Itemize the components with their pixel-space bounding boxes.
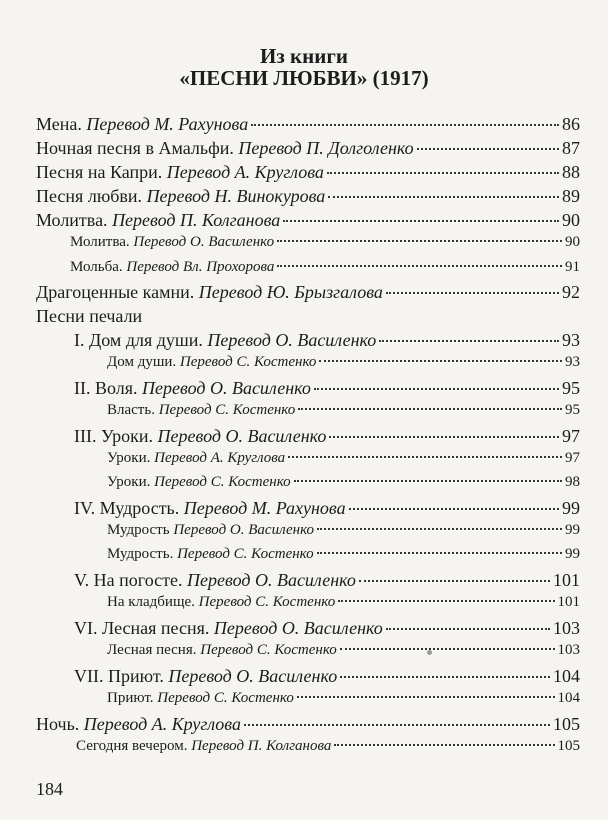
toc-entry-translator: Перевод П. Долголенко: [238, 138, 414, 158]
toc-entry-translator: Перевод О. Василенко: [133, 234, 275, 250]
toc-entry-page: 99: [562, 498, 580, 518]
toc-entry-translator: Перевод П. Колганова: [191, 738, 332, 754]
toc-entry-translator: Перевод Вл. Прохорова: [126, 259, 275, 275]
paper-speck: [427, 650, 432, 655]
toc-entry-translator: Перевод С. Костенко: [158, 402, 296, 418]
dot-leader: [244, 724, 550, 726]
toc-entry-text: [74, 570, 356, 591]
toc-entry-page: 90: [562, 210, 580, 230]
toc-entry-page: 89: [562, 186, 580, 206]
toc-entry-page: 99: [565, 522, 580, 538]
toc-entry-translator: Перевод О. Василенко: [173, 522, 315, 538]
toc-entry-page: 95: [565, 402, 580, 418]
toc-entry-text: [107, 690, 294, 707]
toc-entry: [107, 690, 580, 707]
toc-entry-translator: Перевод Н. Винокурова: [146, 186, 326, 206]
toc-entry: [36, 186, 580, 207]
toc-entry: [36, 138, 580, 159]
toc-entry-page: 86: [562, 114, 580, 134]
dot-leader: [319, 360, 562, 362]
toc-entry-translator: Перевод А. Круглова: [154, 450, 286, 466]
dot-leader: [317, 552, 562, 554]
toc-entry-translator: Перевод С. Костенко: [200, 642, 337, 658]
toc-entry-title: Ночная песня в Амальфи.: [36, 138, 234, 158]
dot-leader: [297, 696, 555, 698]
dot-leader: [277, 265, 562, 267]
dot-leader: [294, 480, 562, 482]
toc-entry-text: [74, 426, 326, 447]
toc-entry: [74, 666, 580, 687]
toc-entry-title: Власть.: [107, 402, 155, 418]
toc-entry-text: [74, 666, 337, 687]
toc-entry-title: I. Дом для души.: [74, 330, 203, 350]
toc-entry-translator: Перевод С. Костенко: [198, 594, 336, 610]
toc-entry-text: [74, 618, 383, 639]
toc-entry-translator: Перевод Ю. Брызгалова: [198, 282, 383, 302]
toc-entry-title: Мудрость.: [107, 546, 174, 562]
toc-entry-translator: Перевод О. Василенко: [168, 666, 338, 686]
toc-entry-page: 98: [565, 474, 580, 490]
toc-entry-translator: Перевод О. Василенко: [142, 378, 311, 398]
toc-entry-translator: Перевод М. Рахунова: [183, 498, 346, 518]
toc-entry-translator: Перевод П. Колганова: [112, 210, 281, 230]
toc-entry-title: Мольба.: [70, 259, 123, 275]
toc-entry: [74, 570, 580, 591]
toc-entry-page: 104: [557, 690, 580, 706]
dot-leader: [277, 240, 562, 242]
dot-leader: [329, 436, 559, 438]
toc-entry-page: 101: [553, 570, 580, 590]
dot-leader: [340, 648, 555, 650]
section-heading-line1: Из книги: [260, 44, 348, 68]
toc-entry-text: [74, 378, 311, 399]
toc-entry-page: 92: [562, 282, 580, 302]
toc-entry-title: Песни печали: [36, 306, 143, 326]
toc-entry-title: Молитва.: [36, 210, 108, 230]
toc-entry-title: Песня любви.: [36, 186, 143, 206]
toc-entry: [107, 522, 580, 539]
dot-leader: [359, 580, 550, 582]
dot-leader: [338, 600, 554, 602]
toc-entry-title: Мудрость: [107, 522, 170, 538]
toc-entry-translator: Перевод О. Василенко: [213, 618, 383, 638]
toc-entry: [107, 594, 580, 611]
toc-entry-text: [107, 642, 337, 659]
toc-entry-text: [74, 498, 346, 519]
toc-entry-text: [36, 282, 383, 303]
toc-entry-page: 103: [557, 642, 580, 658]
toc-entry-text: [36, 210, 280, 231]
toc-entry: [107, 474, 580, 491]
toc-entry-page: 87: [562, 138, 580, 158]
toc-entry-title: IV. Мудрость.: [74, 498, 180, 518]
toc-entry-title: VII. Приют.: [74, 666, 164, 686]
toc-entry-title: Уроки.: [107, 450, 151, 466]
toc-entry: [70, 259, 580, 276]
dot-leader: [386, 628, 550, 630]
toc-entry-title: На кладбище.: [107, 594, 195, 610]
toc-entry-translator: Перевод О. Василенко: [187, 570, 356, 590]
dot-leader: [314, 388, 559, 390]
toc-entry-text: [36, 114, 248, 135]
toc-entry-title: VI. Лесная песня.: [74, 618, 210, 638]
toc-entry-text: [76, 738, 331, 755]
toc-entry-title: Песня на Капри.: [36, 162, 163, 182]
toc-entry-text: [70, 234, 274, 251]
toc-entry-text: [107, 474, 291, 491]
toc-entry-text: [36, 138, 414, 159]
toc-entry-title: Сегодня вечером.: [76, 738, 188, 754]
toc-entry-text: [107, 546, 314, 563]
toc-entry-translator: Перевод А. Круглова: [166, 162, 324, 182]
toc-entry-page: 95: [562, 378, 580, 398]
toc-entry-translator: Перевод О. Василенко: [157, 426, 327, 446]
toc-entry-translator: Перевод С. Костенко: [157, 690, 294, 706]
toc-entry-title: Дом души.: [107, 354, 177, 370]
toc-entry: [74, 498, 580, 519]
toc-entry: [74, 378, 580, 399]
dot-leader: [340, 676, 550, 678]
dot-leader: [298, 408, 562, 410]
toc-entry-text: [36, 186, 325, 207]
book-year: (1917): [372, 66, 429, 90]
toc-entry: [76, 738, 580, 755]
toc-entry-page: 91: [565, 259, 580, 275]
toc-entry: [74, 330, 580, 351]
toc-entry-translator: Перевод А. Круглова: [83, 714, 241, 734]
toc-entry: [36, 714, 580, 735]
toc-entry-page: 93: [562, 330, 580, 350]
toc-entry-translator: Перевод О. Василенко: [207, 330, 377, 350]
toc-entry: [36, 162, 580, 183]
dot-leader: [417, 148, 559, 150]
toc-entry-page: 97: [562, 426, 580, 446]
toc-entry-page: 105: [557, 738, 580, 754]
toc-entry-text: [36, 306, 142, 327]
toc-entry-text: [107, 522, 314, 539]
book-title: «ПЕСНИ ЛЮБВИ»: [179, 66, 368, 90]
toc-entry: [107, 402, 580, 419]
dot-leader: [334, 744, 554, 746]
toc-entry-text: [74, 330, 376, 351]
toc-entry: [36, 282, 580, 303]
dot-leader: [386, 292, 559, 294]
dot-leader: [328, 196, 559, 198]
toc-entry-page: 105: [553, 714, 580, 734]
toc-entry: [107, 546, 580, 563]
toc-entry: [107, 642, 580, 659]
toc-entry-page: 97: [565, 450, 580, 466]
dot-leader: [379, 340, 559, 342]
toc-entry-title: II. Воля.: [74, 378, 138, 398]
toc-entry-page: 99: [565, 546, 580, 562]
toc-entry-translator: Перевод С. Костенко: [179, 354, 317, 370]
page-number: 184: [36, 779, 63, 799]
toc-entry: [107, 354, 580, 371]
toc-entry: [36, 114, 580, 135]
toc-entry-text: [36, 714, 241, 735]
toc-entry-title: Драгоценные камни.: [36, 282, 195, 302]
toc-entry-title: Молитва.: [70, 234, 130, 250]
toc-entry-translator: Перевод М. Рахунова: [86, 114, 249, 134]
toc-entry: [74, 618, 580, 639]
toc-entry: [74, 426, 580, 447]
toc-entry-text: [70, 259, 274, 276]
toc-entry: [36, 306, 580, 327]
toc-entry: [36, 210, 580, 231]
toc-entry-page: 93: [565, 354, 580, 370]
toc-entry-text: [107, 594, 335, 611]
toc-entry-title: Ночь.: [36, 714, 80, 734]
toc-entry: [107, 450, 580, 467]
dot-leader: [327, 172, 559, 174]
toc-entry-text: [36, 162, 324, 183]
dot-leader: [288, 456, 562, 458]
toc-entry-text: [107, 402, 295, 419]
toc-entry-title: Мена.: [36, 114, 82, 134]
toc-entry-text: [107, 354, 316, 371]
toc-entry: [70, 234, 580, 251]
toc-entry-translator: Перевод С. Костенко: [154, 474, 291, 490]
toc-entry-page: 88: [562, 162, 580, 182]
toc-entry-text: [107, 450, 285, 467]
toc-entry-title: Приют.: [107, 690, 154, 706]
toc-entry-title: V. На погосте.: [74, 570, 183, 590]
toc-entry-page: 103: [553, 618, 580, 638]
dot-leader: [251, 124, 559, 126]
toc-entry-translator: Перевод С. Костенко: [177, 546, 314, 562]
toc-entry-title: Лесная песня.: [107, 642, 197, 658]
toc-entry-title: III. Уроки.: [74, 426, 154, 446]
dot-leader: [283, 220, 559, 222]
dot-leader: [349, 508, 559, 510]
toc-entry-page: 101: [557, 594, 580, 610]
dot-leader: [317, 528, 562, 530]
toc-entry-page: 90: [565, 234, 580, 250]
toc-entry-page: 104: [553, 666, 580, 686]
toc-entry-title: Уроки.: [107, 474, 151, 490]
